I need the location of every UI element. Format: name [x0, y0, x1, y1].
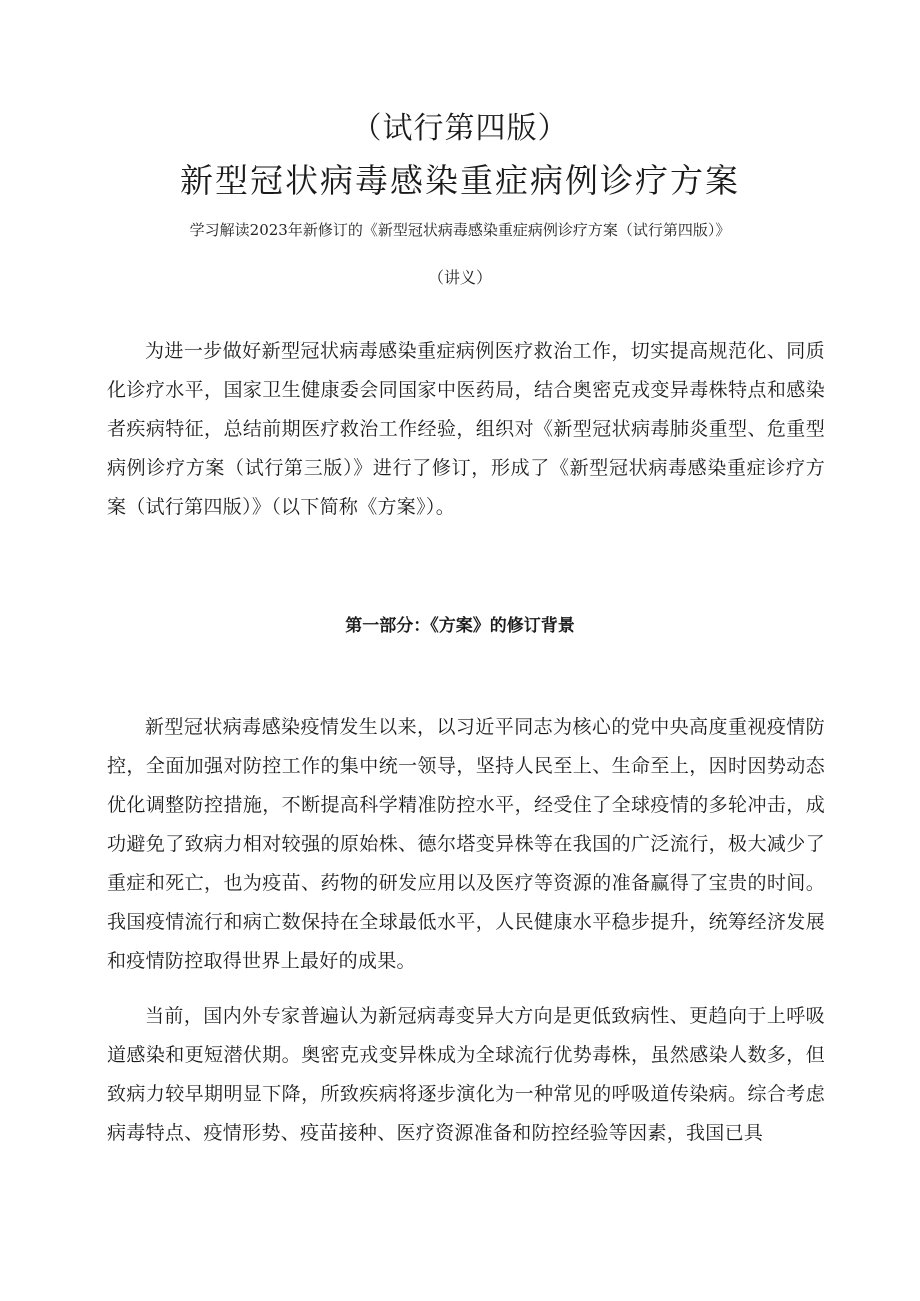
- document-subtitle: 学习解读2023年新修订的《新型冠状病毒感染重症病例诊疗方案（试行第四版）》: [189, 221, 731, 239]
- document-title: 新型冠状病毒感染重症病例诊疗方案: [180, 161, 740, 200]
- body-paragraph: 当前，国内外专家普遍认为新冠病毒变异大方向是更低致病性、更趋向于上呼吸道感染和更短潜伏期。奥密克戎变异株成为全球流行优势毒株，虽然感染人数多，但致病力较早期明显下降，所致疾病将逐步演化为一种常见的呼吸道传染病。综合考虑病毒特点、疫情形势、疫苗接种、医疗资源准备和防控经验等因素，我国已具: [107, 1005, 825, 1144]
- intro-paragraph: 为进一步做好新型冠状病毒感染重症病例医疗救治工作，切实提高规范化、同质化诊疗水平，国家卫生健康委会同国家中医药局，结合奥密克戎变异毒株特点和感染者疾病特征，总结前期医疗救治工作经验，组织对《新型冠状病毒肺炎重型、危重型病例诊疗方案（试行第三版）》进行了修订，形成了《新型冠状病毒感染重症诊疗方案（试行第四版）》（以下简称《方案》）。: [107, 340, 825, 518]
- body-paragraph: 新型冠状病毒感染疫情发生以来，以习近平同志为核心的党中央高度重视疫情防控，全面加强对防控工作的集中统一领导，坚持人民至上、生命至上，因时因势动态优化调整防控措施，不断提高科学精准防控水平，经受住了全球疫情的多轮冲击，成功避免了致病力相对较强的原始株、德尔塔变异株等在我国的广泛流行，极大减少了重症和死亡，也为疫苗、药物的研发应用以及医疗等资源的准备赢得了宝贵的时间。我国疫情流行和病亡数保持在全球最低水平，人民健康水平稳步提升，统筹经济发展和疫情防控取得世界上最好的成果。: [107, 716, 825, 972]
- section-heading: 第一部分：《方案》的修订背景: [345, 616, 575, 636]
- document-type-label: （讲义）: [427, 268, 492, 287]
- edition-label: （试行第四版）: [351, 111, 569, 146]
